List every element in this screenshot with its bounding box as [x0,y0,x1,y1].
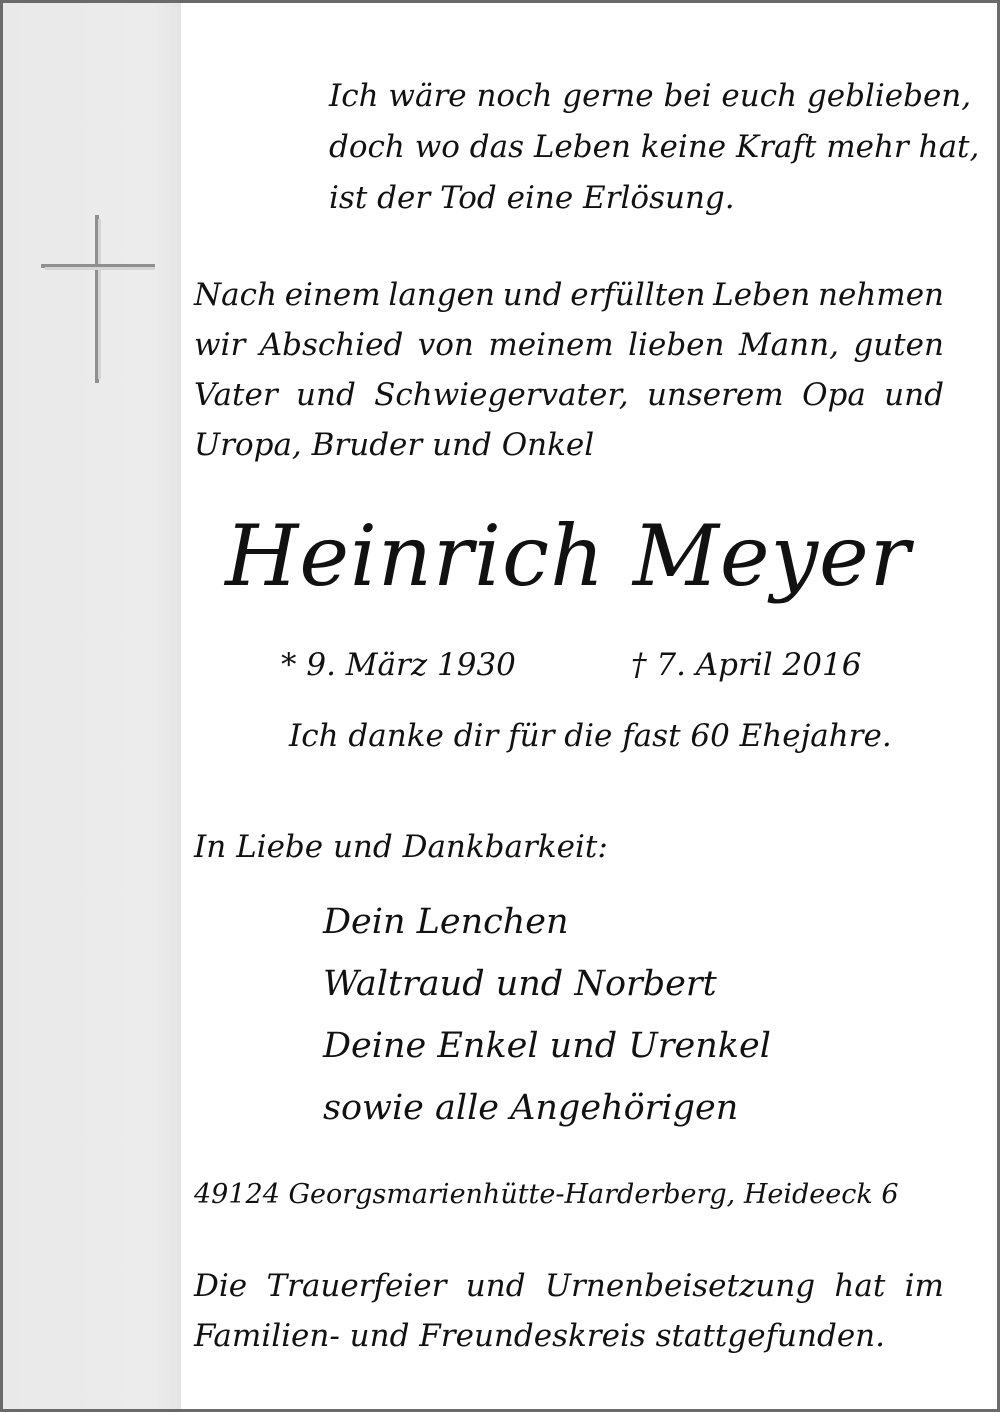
intro-word: Mann, [738,327,839,363]
ceremony-word: und [465,1268,526,1304]
signers-list [323,891,771,1139]
intro-word: Leben [713,277,811,313]
signer: Dein Lenchen [323,902,569,942]
closing-line: In Liebe und Dankbarkeit: [194,829,608,865]
intro-word: langen [388,277,495,313]
intro-paragraph [194,270,944,470]
signer: sowie alle Angehörigen [323,1088,739,1128]
birth-date: * 9. März 1930 [281,647,516,683]
address-line: 49124 Georgsmarienhütte-Harderberg, Heideeck 6 [194,1179,899,1210]
intro-word: unserem [646,377,784,413]
intro-line [194,270,944,320]
ceremony-word: Urnenbeisetzung [544,1268,816,1304]
death-date: † 7. April 2016 [631,647,862,683]
intro-word: einem [284,277,381,313]
deceased-name: Heinrich Meyer [225,507,911,605]
intro-word: guten [853,327,944,363]
cross-icon [39,215,159,385]
intro-word: Opa [802,377,866,413]
intro-word: und [502,277,563,313]
motto-line: Ich wäre noch gerne bei euch geblieben, [329,78,972,114]
intro-line [194,320,944,370]
intro-word: und [884,377,944,413]
motto-verse [329,71,979,224]
intro-word: Abschied [259,327,404,363]
intro-word: von [417,327,474,363]
intro-word: nehmen [818,277,944,313]
motto-line: ist der Tod eine Erlösung. [329,180,735,216]
thanks-line: Ich danke dir für die fast 60 Ehejahre. [289,718,892,754]
ceremony-paragraph [194,1261,944,1361]
signer: Waltraud und Norbert [323,964,717,1004]
ceremony-last-line: Familien- und Freundeskreis stattgefunden. [194,1318,885,1354]
signer: Deine Enkel und Urenkel [323,1026,771,1066]
ceremony-line [194,1261,944,1311]
intro-line [194,370,944,420]
motto-line: doch wo das Leben keine Kraft mehr hat, [329,129,980,165]
intro-word: wir [194,327,246,363]
ceremony-word: Die [194,1268,248,1304]
intro-word: Nach [194,277,277,313]
intro-word: meinem [488,327,614,363]
ceremony-word: im [904,1268,944,1304]
intro-word: Vater [194,377,278,413]
ceremony-word: Trauerfeier [266,1268,447,1304]
ceremony-word: hat [834,1268,886,1304]
intro-last-line: Uropa, Bruder und Onkel [194,427,595,463]
intro-word: erfüllten [570,277,706,313]
sidebar-band [3,3,181,1409]
intro-word: lieben [628,327,725,363]
intro-word: Schwiegervater, [374,377,629,413]
intro-word: und [296,377,356,413]
